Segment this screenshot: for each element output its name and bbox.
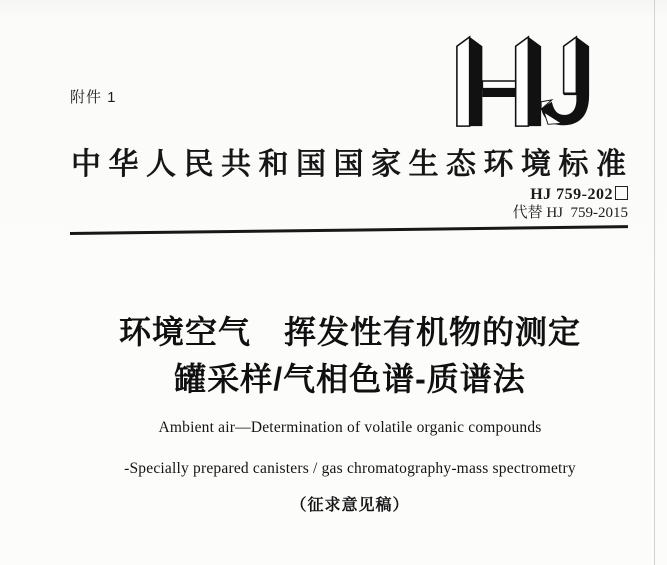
title-cn-line1: 环境空气 挥发性有机物的测定 — [118, 314, 581, 350]
hj-logo-icon — [452, 35, 594, 129]
replaces-note: 代替 HJ 759-2015 — [512, 205, 628, 221]
draft-status-note: （征求意见稿） — [290, 497, 410, 514]
attachment-label: 附件 1 — [70, 89, 117, 106]
standard-number — [513, 186, 628, 203]
title-cn-line2: 罐采样/气相色谱-质谱法 — [174, 361, 526, 397]
scanned-page-edge — [654, 0, 655, 565]
standard-number-block — [513, 186, 628, 221]
standard-number-text: HJ 759-202 — [530, 186, 613, 203]
blank-year-box-icon — [615, 186, 628, 200]
header-divider-rule — [70, 225, 628, 234]
standard-org-title: 中华人民共和国国家生态环境标准 — [71, 148, 634, 181]
title-en-line1: Ambient air—Determination of volatile organic compounds — [158, 419, 542, 436]
title-en-line2: -Specially prepared canisters / gas chromatography-mass spectrometry — [124, 460, 576, 477]
